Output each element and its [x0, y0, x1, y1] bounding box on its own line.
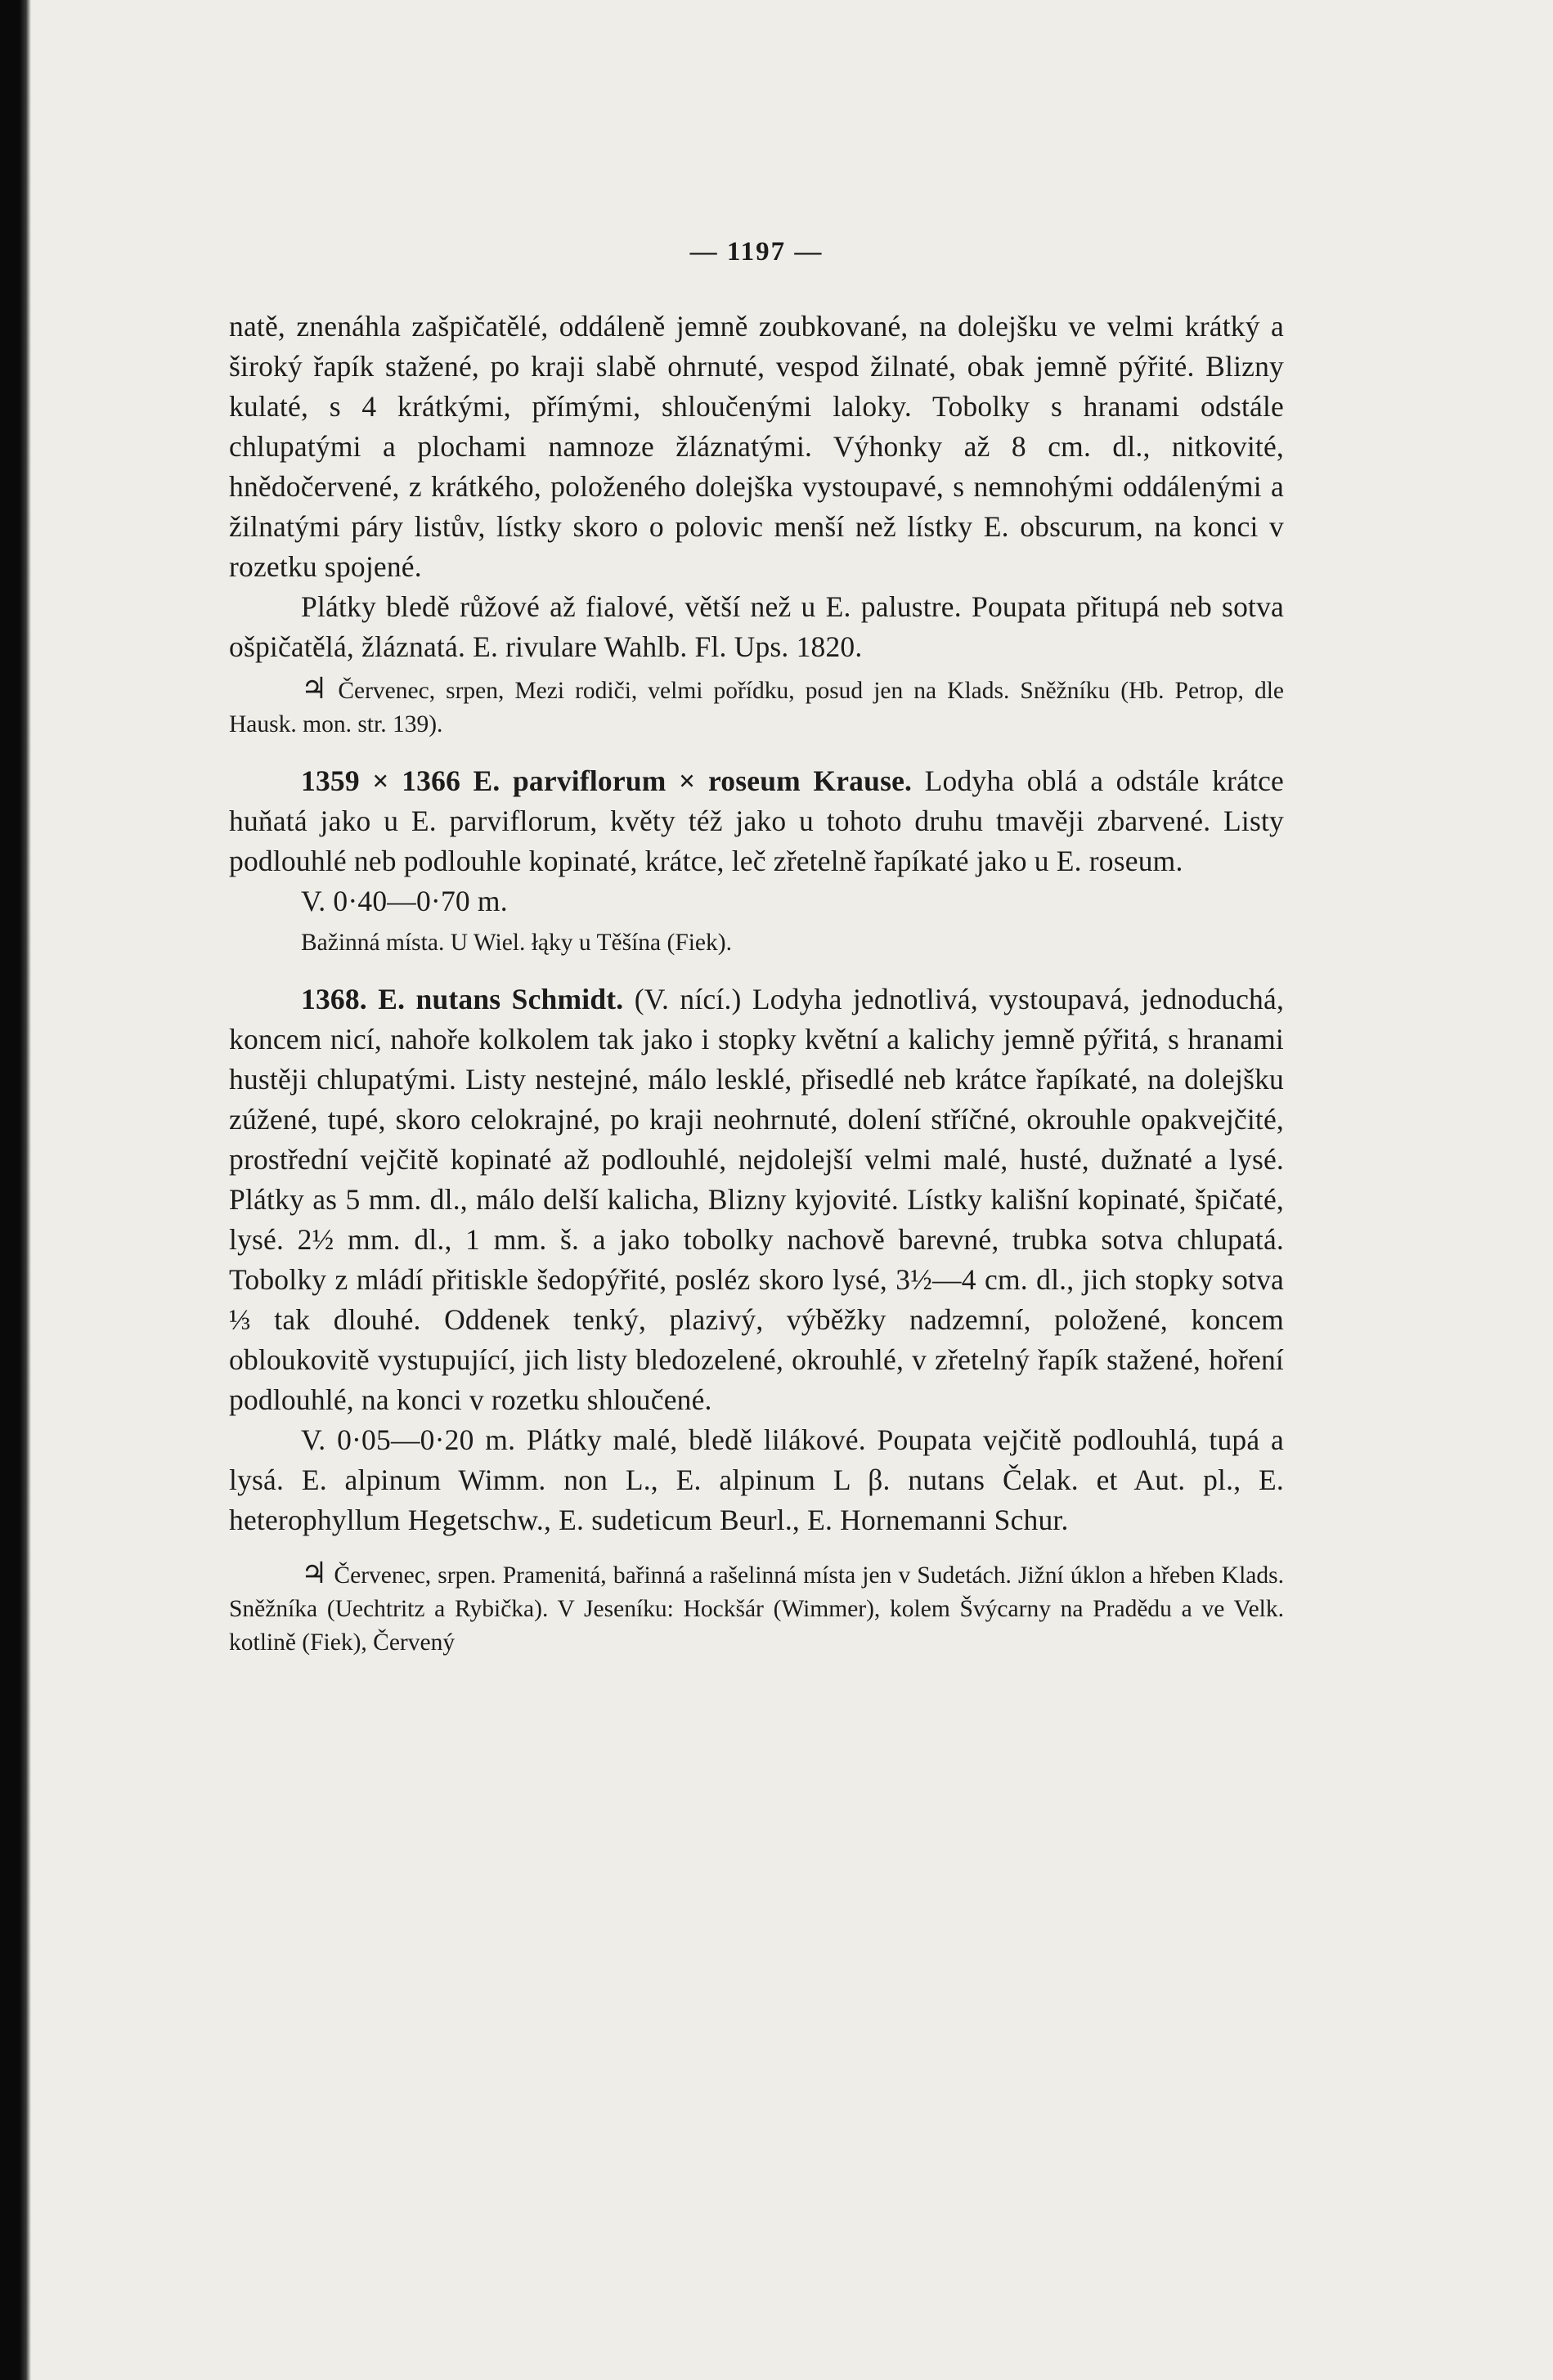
perennial-symbol: ♃	[301, 1557, 328, 1589]
paragraph-continuation: natě, znenáhla zašpičatělé, oddáleně jemně zoubkované, na dolejšku ve velmi krátký a široký řapík stažené, po kraji slabě ohrnuté, vespod žilnaté, obak jemně pýřité. Blizny kulaté, s 4 krátkými, přímými, shloučenými laloky. Tobolky s hranami odstále chlupatými a plochami namnoze žláznatými. Výhonky až 8 cm. dl., nitkovité, hnědočervené, z krátkého, položeného dolejška vystoupavé, s nemnohými oddálenými a žilnatými páry listův, lístky skoro o polovic menší než lístky E. obscurum, na konci v rozetku spojené.	[229, 310, 1284, 583]
note-text-1: Červenec, srpen, Mezi rodiči, velmi pořídku, posud jen na Klads. Sněžníku (Hb. Petrop, dle Hausk. mon. str. 139).	[229, 678, 1285, 737]
note-flowering-1	[229, 672, 1284, 742]
species-number: 1359 × 1366	[301, 764, 461, 797]
note-flowering-2	[229, 1557, 1284, 1660]
height-line-1: V. 0·40—0·70 m.	[301, 885, 508, 917]
species-description: Lodyha oblá a odstále krátce huňatá jako u E. parviflorum, květy též jako u tohoto druhu tmavěji zbarvené. Listy podlouhlé neb podlouhle kopinaté, krátce, leč zřetelně řapíkaté jako u E. roseum.	[229, 764, 1284, 877]
species-description: Lodyha jednotlivá, vystoupavá, jednoduchá, koncem nicí, nahoře kolkolem tak jako i stopky květní a kalichy jemně pýřitá, s hranami hustěji chlupatými. Listy nestejné, málo lesklé, přisedlé neb krátce řapíkaté, na dolejšku zúžené, tupé, skoro celokrajné, po kraji neohrnuté, dolení stříčné, okrouhle opakvejčité, prostřední vejčitě kopinaté až podlouhlé, nejdolejší velmi malé, husté, dužnaté a lysé. Plátky as 5 mm. dl., málo delší kalicha, Blizny kyjovité. Lístky kališní kopinaté, špičaté, lysé. 2½ mm. dl., 1 mm. š. a jako tobolky nachově barevné, trubka sotva chlupatá. Tobolky z mládí přitiskle šedopýřité, posléz skoro lysé, 3½—4 cm. dl., jich stopky sotva ⅓ tak dlouhé. Oddenek tenký, plazivý, výběžky nadzemní, položené, koncem obloukovitě vystupující, jich listy bledozelené, okrouhlé, v zřetelný řapík stažené, hoření podlouhlé, na konci v rozetku shloučené.	[229, 983, 1285, 1416]
paragraph-height-synonyms: V. 0·05—0·20 m. Plátky malé, bledě lilákové. Poupata vejčitě podlouhlá, tupá a lysá. E. alpinum Wimm. non L., E. alpinum L β. nutans Čelak. et Aut. pl., E. heterophyllum Hegetschw., E. sudeticum Beurl., E. Hornemanni Schur.	[229, 1423, 1284, 1536]
scan-left-border	[0, 0, 31, 2380]
species-number: 1368.	[301, 983, 367, 1015]
spacer	[229, 968, 1284, 979]
page-number: — 1197 —	[689, 237, 824, 267]
species-name: E. parviflorum × roseum Krause.	[473, 764, 913, 797]
species-entry-nutans	[229, 979, 1284, 1420]
page-content	[229, 237, 1284, 1668]
note-habitat-1: Bažinná místa. U Wiel. łąky u Těšína (Fiek).	[301, 930, 732, 956]
species-entry-hybrid	[229, 761, 1284, 881]
spacer	[229, 1540, 1284, 1552]
paragraph-flowers: Plátky bledě růžové až fialové, větší než u E. palustre. Poupata přitupá neb sotva ošpičatělá, žláznatá. E. rivulare Wahlb. Fl. Ups. 1820.	[229, 590, 1284, 663]
species-name: E. nutans Schmidt.	[378, 983, 624, 1015]
spacer	[229, 750, 1284, 761]
perennial-symbol: ♃	[301, 672, 328, 705]
species-common-name: (V. nící.)	[634, 983, 742, 1015]
note-text-2: Červenec, srpen. Pramenitá, bařinná a rašelinná místa jen v Sudetách. Jižní úklon a hřeben Klads. Sněžníka (Uechtritz a Rybička). V Jeseníku: Hockšár (Wimmer), kolem Švýcarny na Pradědu a ve Velk. kotlině (Fiek), Červený	[229, 1562, 1284, 1656]
